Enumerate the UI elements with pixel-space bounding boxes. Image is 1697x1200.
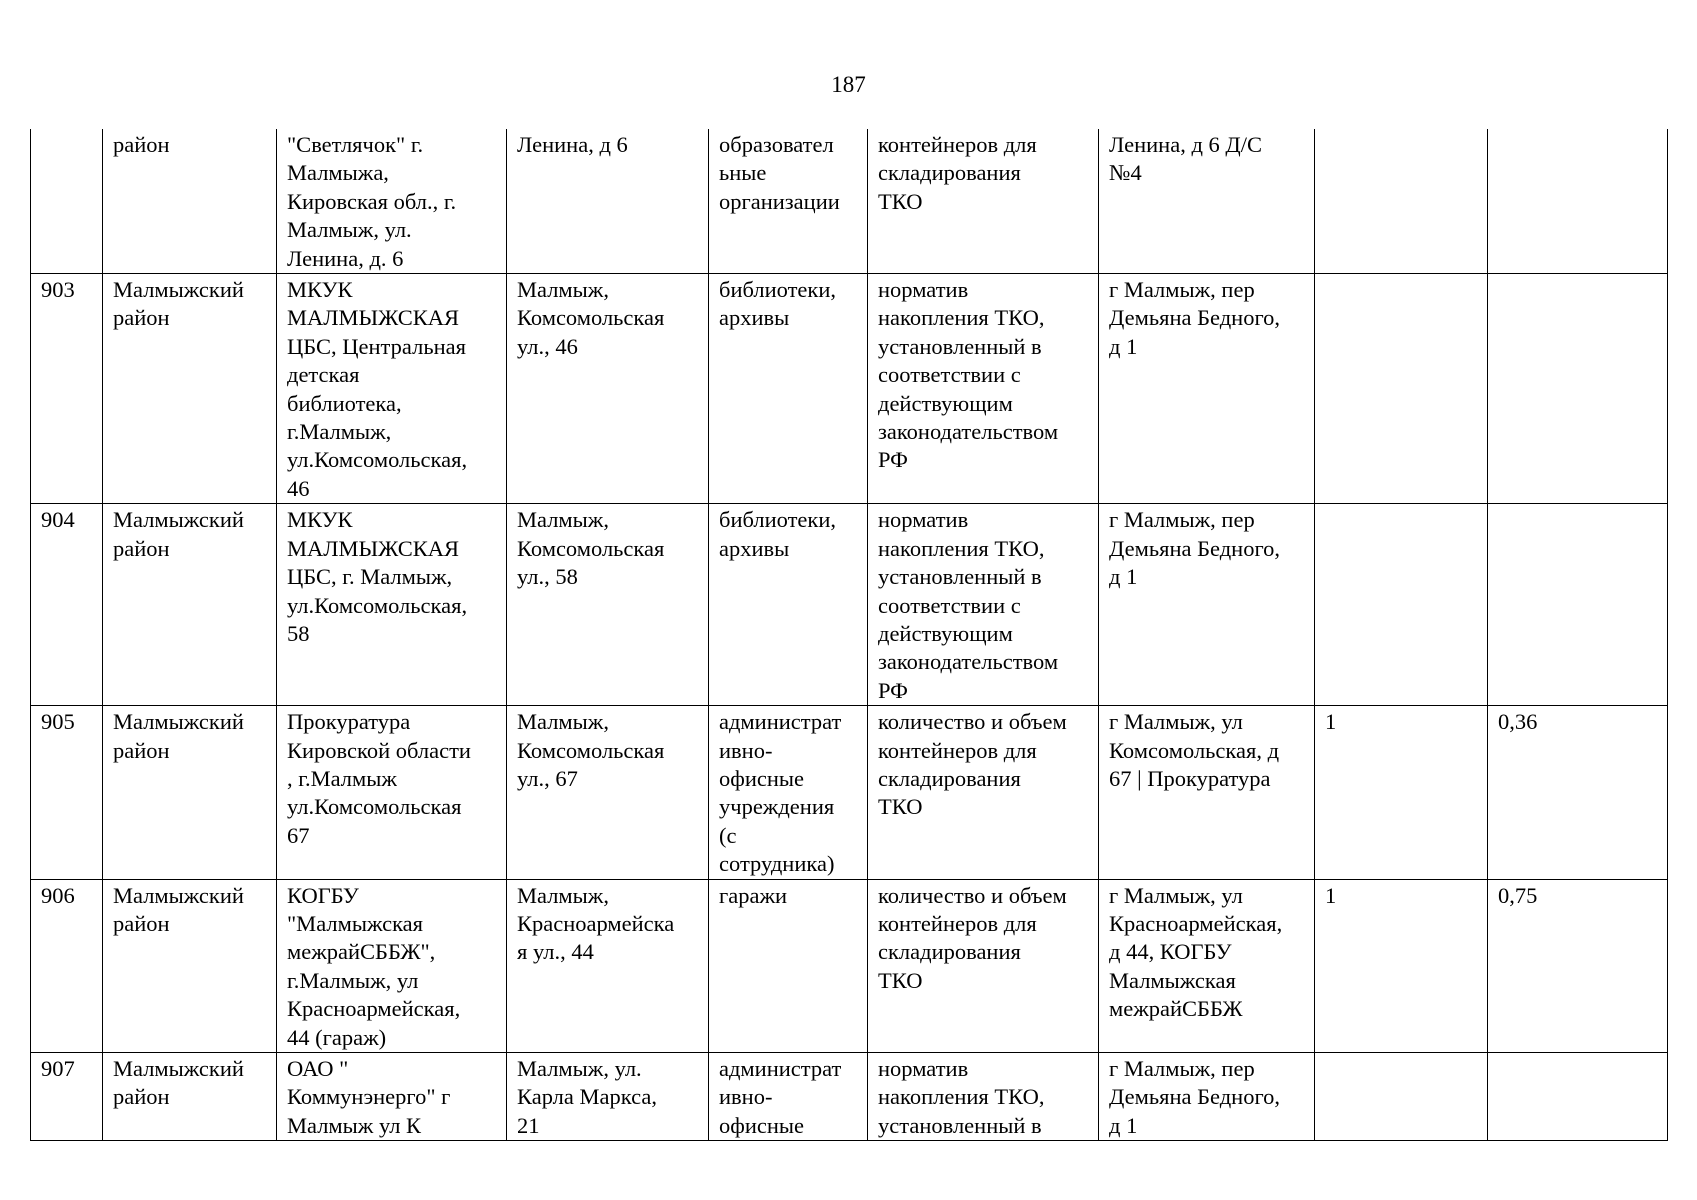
category-cell: библиотеки, архивы bbox=[709, 504, 868, 706]
address-cell: Малмыж, Комсомольская ул., 67 bbox=[507, 706, 709, 879]
container-count-cell bbox=[1315, 504, 1488, 706]
address-cell: Малмыж, Красноармейска я ул., 44 bbox=[507, 879, 709, 1052]
organization-cell: МКУК МАЛМЫЖСКАЯ ЦБС, г. Малмыж, ул.Комсомольская, 58 bbox=[277, 504, 507, 706]
category-cell: библиотеки, архивы bbox=[709, 274, 868, 504]
row-number-cell: 906 bbox=[31, 879, 103, 1052]
address-cell: Малмыж, Комсомольская ул., 46 bbox=[507, 274, 709, 504]
calculation-method-cell: контейнеров для складирования ТКО bbox=[868, 129, 1099, 274]
category-cell: гаражи bbox=[709, 879, 868, 1052]
category-cell: администрат ивно- офисные bbox=[709, 1053, 868, 1141]
collection-site-cell: г Малмыж, ул Красноармейская, д 44, КОГБУ Малмыжская межрайСББЖ bbox=[1099, 879, 1315, 1052]
calculation-method-cell: количество и объем контейнеров для складирования ТКО bbox=[868, 879, 1099, 1052]
organization-cell: МКУК МАЛМЫЖСКАЯ ЦБС, Центральная детская библиотека, г.Малмыж, ул.Комсомольская, 46 bbox=[277, 274, 507, 504]
container-count-cell: 1 bbox=[1315, 706, 1488, 879]
waste-sites-table bbox=[30, 129, 1668, 1141]
container-count-cell bbox=[1315, 274, 1488, 504]
collection-site-cell: г Малмыж, ул Комсомольская, д 67 | Прокуратура bbox=[1099, 706, 1315, 879]
organization-cell: ОАО " Коммунэнерго" г Малмыж ул К bbox=[277, 1053, 507, 1141]
container-volume-cell: 0,36 bbox=[1488, 706, 1668, 879]
collection-site-cell: г Малмыж, пер Демьяна Бедного, д 1 bbox=[1099, 1053, 1315, 1141]
district-cell: Малмыжский район bbox=[103, 879, 277, 1052]
calculation-method-cell: норматив накопления ТКО, установленный в соответствии с действующим законодательством РФ bbox=[868, 504, 1099, 706]
address-cell: Малмыж, Комсомольская ул., 58 bbox=[507, 504, 709, 706]
table-row bbox=[31, 1053, 1668, 1141]
calculation-method-cell: норматив накопления ТКО, установленный в соответствии с действующим законодательством РФ bbox=[868, 274, 1099, 504]
container-count-cell bbox=[1315, 129, 1488, 274]
table-row bbox=[31, 879, 1668, 1052]
table-row bbox=[31, 274, 1668, 504]
container-count-cell bbox=[1315, 1053, 1488, 1141]
district-cell: Малмыжский район bbox=[103, 1053, 277, 1141]
row-number-cell: 907 bbox=[31, 1053, 103, 1141]
container-volume-cell bbox=[1488, 1053, 1668, 1141]
collection-site-cell: г Малмыж, пер Демьяна Бедного, д 1 bbox=[1099, 504, 1315, 706]
table-row bbox=[31, 129, 1668, 274]
category-cell: образовател ьные организации bbox=[709, 129, 868, 274]
row-number-cell bbox=[31, 129, 103, 274]
district-cell: район bbox=[103, 129, 277, 274]
organization-cell: КОГБУ "Малмыжская межрайСББЖ", г.Малмыж, ул Красноармейская, 44 (гараж) bbox=[277, 879, 507, 1052]
container-volume-cell: 0,75 bbox=[1488, 879, 1668, 1052]
row-number-cell: 903 bbox=[31, 274, 103, 504]
table-row bbox=[31, 706, 1668, 879]
organization-cell: Прокуратура Кировской области , г.Малмыж ул.Комсомольская 67 bbox=[277, 706, 507, 879]
row-number-cell: 905 bbox=[31, 706, 103, 879]
address-cell: Ленина, д 6 bbox=[507, 129, 709, 274]
table-row bbox=[31, 504, 1668, 706]
calculation-method-cell: норматив накопления ТКО, установленный в bbox=[868, 1053, 1099, 1141]
address-cell: Малмыж, ул. Карла Маркса, 21 bbox=[507, 1053, 709, 1141]
calculation-method-cell: количество и объем контейнеров для складирования ТКО bbox=[868, 706, 1099, 879]
page-number: 187 bbox=[831, 72, 866, 97]
district-cell: Малмыжский район bbox=[103, 274, 277, 504]
collection-site-cell: г Малмыж, пер Демьяна Бедного, д 1 bbox=[1099, 274, 1315, 504]
container-volume-cell bbox=[1488, 129, 1668, 274]
collection-site-cell: Ленина, д 6 Д/С №4 bbox=[1099, 129, 1315, 274]
district-cell: Малмыжский район bbox=[103, 504, 277, 706]
organization-cell: "Светлячок" г. Малмыжа, Кировская обл., г. Малмыж, ул. Ленина, д. 6 bbox=[277, 129, 507, 274]
category-cell: администрат ивно- офисные учреждения (с сотрудника) bbox=[709, 706, 868, 879]
container-volume-cell bbox=[1488, 504, 1668, 706]
container-count-cell: 1 bbox=[1315, 879, 1488, 1052]
row-number-cell: 904 bbox=[31, 504, 103, 706]
container-volume-cell bbox=[1488, 274, 1668, 504]
district-cell: Малмыжский район bbox=[103, 706, 277, 879]
